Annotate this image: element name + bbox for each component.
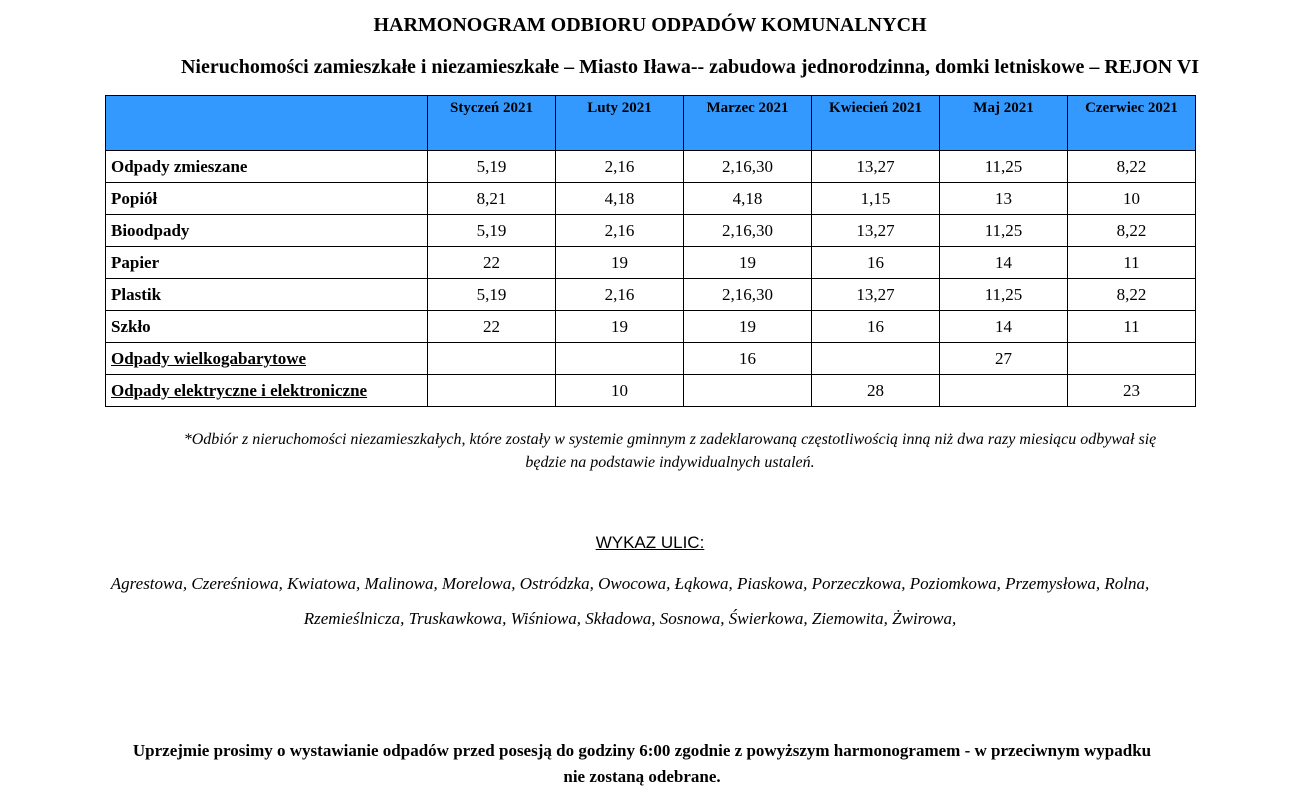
pickup-dates-cell: 2,16 [556, 279, 684, 311]
streets-line: Agrestowa, Czereśniowa, Kwiatowa, Malinowa, Morelowa, Ostródzka, Owocowa, Łąkowa, Piaskowa, Porzeczkowa, Poziomkowa, Przemysłowa, Rolna, [110, 574, 1150, 593]
pickup-dates-cell: 13 [940, 183, 1068, 215]
pickup-dates-cell: 16 [812, 247, 940, 279]
pickup-dates-cell: 8,22 [1068, 151, 1196, 183]
pickup-dates-cell: 8,22 [1068, 279, 1196, 311]
footer-line: Uprzejmie prosimy o wystawianie odpadów przed posesją do godziny 6:00 zgodnie z powyższym harmonogramem - w przeciwnym wypadku [132, 741, 1152, 760]
pickup-dates-cell: 27 [940, 343, 1068, 375]
pickup-dates-cell: 4,18 [684, 183, 812, 215]
pickup-dates-cell: 5,19 [428, 151, 556, 183]
footnote-line: *Odbiór z nieruchomości niezamieszkałych, które zostały w systemie gminnym z zadeklarowaną częstotliwością inną niż dwa razy miesiącu odbywał się [183, 431, 1157, 448]
waste-type-label: Odpady zmieszane [106, 151, 428, 183]
month-header: Styczeń 2021 [428, 96, 556, 151]
footnote-line: będzie na podstawie indywidualnych ustaleń. [525, 454, 815, 471]
page-title: HARMONOGRAM ODBIORU ODPADÓW KOMUNALNYCH [373, 14, 927, 36]
streets-line: Rzemieślnicza, Truskawkowa, Wiśniowa, Składowa, Sosnowa, Świerkowa, Ziemowita, Żwirowa, [303, 609, 957, 628]
waste-type-label: Odpady wielkogabarytowe [106, 343, 428, 375]
pickup-dates-cell [812, 343, 940, 375]
pickup-dates-cell: 13,27 [812, 151, 940, 183]
pickup-dates-cell: 14 [940, 311, 1068, 343]
footer-line: nie zostaną odebrane. [563, 767, 721, 786]
streets-list [0, 566, 1260, 636]
pickup-dates-cell [940, 375, 1068, 407]
pickup-dates-cell: 28 [812, 375, 940, 407]
waste-type-label: Papier [106, 247, 428, 279]
pickup-dates-cell: 10 [1068, 183, 1196, 215]
streets-heading: WYKAZ ULIC: [595, 533, 705, 552]
pickup-dates-cell: 13,27 [812, 215, 940, 247]
schedule-table [105, 95, 1196, 407]
pickup-dates-cell: 5,19 [428, 215, 556, 247]
table-row [106, 279, 1196, 311]
pickup-dates-cell: 19 [556, 247, 684, 279]
header-corner [106, 96, 428, 151]
pickup-dates-cell [684, 375, 812, 407]
month-header: Maj 2021 [940, 96, 1068, 151]
pickup-dates-cell: 11 [1068, 311, 1196, 343]
waste-type-label: Szkło [106, 311, 428, 343]
pickup-dates-cell: 16 [812, 311, 940, 343]
pickup-dates-cell: 19 [684, 311, 812, 343]
pickup-dates-cell: 1,15 [812, 183, 940, 215]
pickup-dates-cell [1068, 343, 1196, 375]
pickup-dates-cell: 14 [940, 247, 1068, 279]
table-row [106, 215, 1196, 247]
month-header: Czerwiec 2021 [1068, 96, 1196, 151]
waste-type-label: Odpady elektryczne i elektroniczne [106, 375, 428, 407]
pickup-dates-cell: 11,25 [940, 215, 1068, 247]
pickup-dates-cell: 8,21 [428, 183, 556, 215]
pickup-dates-cell: 8,22 [1068, 215, 1196, 247]
pickup-dates-cell [428, 375, 556, 407]
pickup-dates-cell: 2,16 [556, 215, 684, 247]
table-row [106, 375, 1196, 407]
pickup-dates-cell: 10 [556, 375, 684, 407]
pickup-dates-cell: 23 [1068, 375, 1196, 407]
table-header-row [106, 96, 1196, 151]
pickup-dates-cell: 16 [684, 343, 812, 375]
footnote [40, 428, 1300, 474]
table-row [106, 151, 1196, 183]
waste-type-label: Popiół [106, 183, 428, 215]
pickup-dates-cell: 11,25 [940, 151, 1068, 183]
waste-type-label: Plastik [106, 279, 428, 311]
pickup-dates-cell: 11 [1068, 247, 1196, 279]
pickup-dates-cell [428, 343, 556, 375]
pickup-dates-cell: 13,27 [812, 279, 940, 311]
pickup-dates-cell: 5,19 [428, 279, 556, 311]
pickup-dates-cell: 2,16,30 [684, 151, 812, 183]
pickup-dates-cell: 11,25 [940, 279, 1068, 311]
page-subtitle: Nieruchomości zamieszkałe i niezamieszkałe – Miasto Iława-- zabudowa jednorodzinna, domki letniskowe – REJON VI [180, 56, 1200, 78]
pickup-dates-cell: 19 [684, 247, 812, 279]
footer-notice [0, 738, 1284, 790]
table-row [106, 247, 1196, 279]
waste-type-label: Bioodpady [106, 215, 428, 247]
pickup-dates-cell: 19 [556, 311, 684, 343]
table-row [106, 343, 1196, 375]
pickup-dates-cell [556, 343, 684, 375]
pickup-dates-cell: 2,16,30 [684, 215, 812, 247]
table-row [106, 183, 1196, 215]
pickup-dates-cell: 22 [428, 247, 556, 279]
pickup-dates-cell: 22 [428, 311, 556, 343]
pickup-dates-cell: 4,18 [556, 183, 684, 215]
month-header: Luty 2021 [556, 96, 684, 151]
pickup-dates-cell: 2,16 [556, 151, 684, 183]
table-row [106, 311, 1196, 343]
month-header: Marzec 2021 [684, 96, 812, 151]
pickup-dates-cell: 2,16,30 [684, 279, 812, 311]
month-header: Kwiecień 2021 [812, 96, 940, 151]
